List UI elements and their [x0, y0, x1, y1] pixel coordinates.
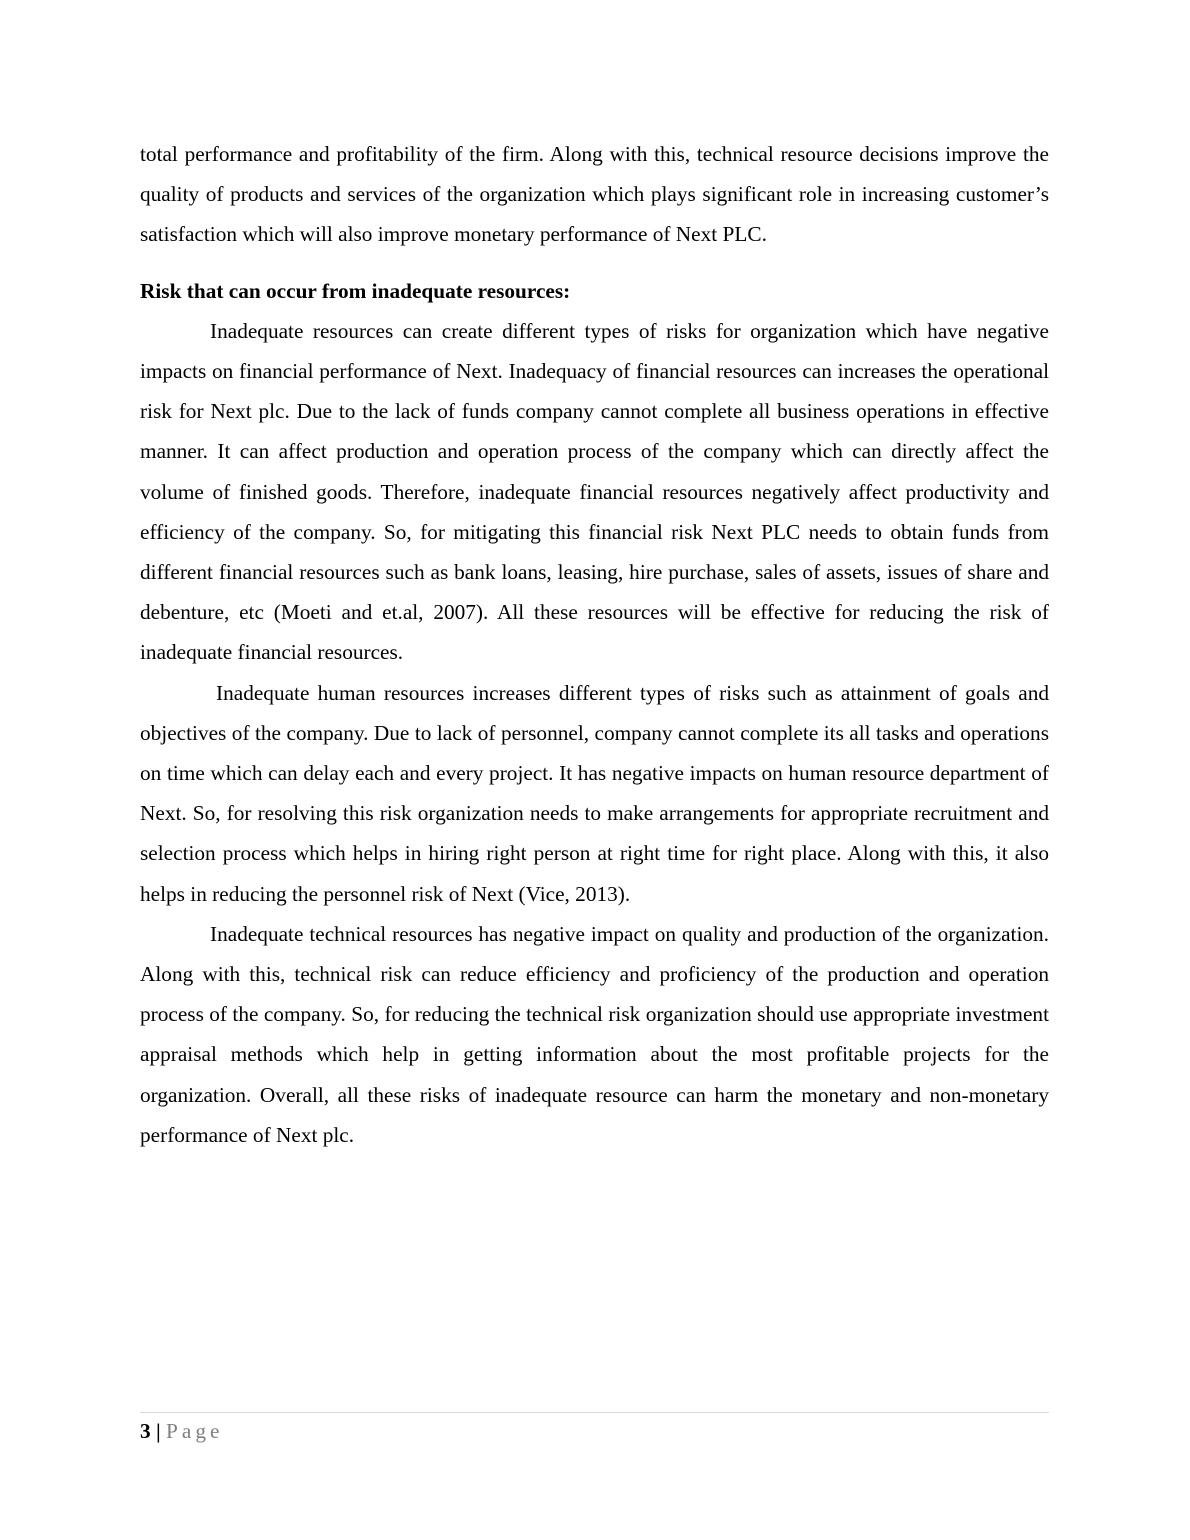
footer-separator: | [155, 1419, 161, 1443]
section-heading: Risk that can occur from inadequate resources: [140, 278, 571, 303]
paragraph-financial-risk: Inadequate resources can create different types of risks for organization which have negative impacts on financial performance of Next. Inadequacy of financial resources can increases the operational risk for Next plc. Due to the lack of funds company cannot complete all business operations in effective manner. It can affect production and operation process of the company which can directly affect the volume of finished goods. Therefore, inadequate financial resources negatively affect productivity and efficiency of the company. So, for mitigating this financial risk Next PLC needs to obtain funds from different financial resources such as bank loans, leasing, hire purchase, sales of assets, issues of share and debenture, etc (Moeti and et.al, 2007). All these resources will be effective for reducing the risk of inadequate financial resources. [140, 318, 1049, 665]
paragraph-human-risk: Inadequate human resources increases different types of risks such as attainment of goals and objectives of the company. Due to lack of personnel, company cannot complete its all tasks and operations on time which can delay each and every project. It has negative impacts on human resource department of Next. So, for resolving this risk organization needs to make arrangements for appropriate recruitment and selection process which helps in hiring right person at right time for right place. Along with this, it also helps in reducing the personnel risk of Next (Vice, 2013). [140, 680, 1049, 906]
paragraph-intro: total performance and profitability of the firm. Along with this, technical resource decisions improve the quality of products and services of the organization which plays significant role in increasing customer’s satisfaction which will also improve monetary performance of Next PLC. [140, 142, 1049, 247]
paragraph-technical-risk: Inadequate technical resources has negative impact on quality and production of the organization. Along with this, technical risk can reduce efficiency and proficiency of the production and operation process of the company. So, for reducing the technical risk organization should use appropriate investment appraisal methods which help in getting information about the most profitable projects for the organization. Overall, all these risks of inadequate resource can harm the monetary and non-monetary performance of Next plc. [140, 921, 1049, 1147]
page-footer [140, 1416, 223, 1446]
page-label: Page [166, 1419, 224, 1443]
footer-divider [140, 1412, 1049, 1413]
page-number: 3 [140, 1419, 151, 1443]
document-body [140, 134, 1049, 1155]
